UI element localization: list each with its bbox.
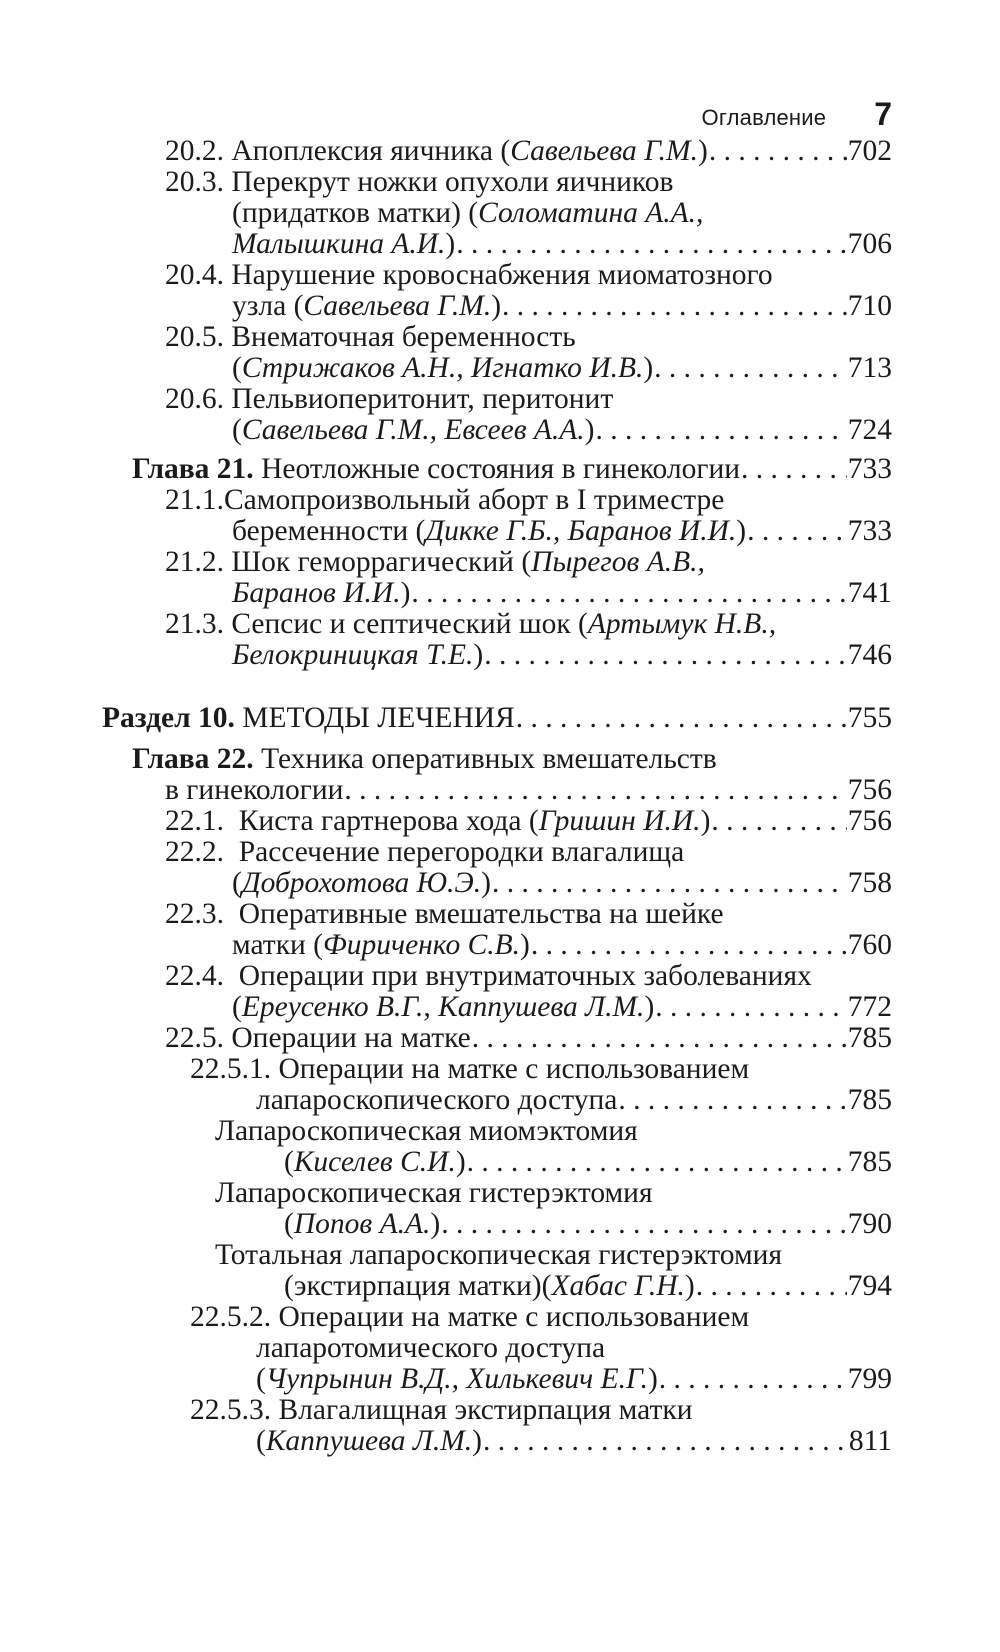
entry-paren: )	[584, 414, 595, 446]
entry-author: Савельева Г.М.	[303, 290, 492, 322]
toc-entry-20-4-end	[232, 289, 892, 323]
entry-title: Оперативные вмешательства на шейке	[238, 898, 724, 930]
entry-page: 760	[847, 929, 892, 961]
entry-title: Внематочная беременность	[231, 321, 576, 353]
entry-paren: (	[284, 1146, 294, 1178]
chapter-title: Техника оперативных вмешательств	[253, 743, 717, 775]
entry-paren: (	[232, 867, 242, 899]
toc-chapter-22-end	[165, 773, 892, 807]
toc-entry-20-6-end	[232, 413, 892, 447]
entry-page: 785	[847, 1146, 892, 1178]
entry-page: 811	[848, 1425, 892, 1457]
entry-paren: )	[481, 867, 491, 899]
entry-title: Нарушение кровоснабжения миоматозного	[231, 259, 773, 291]
entry-author: Малышкина А.И.	[232, 228, 446, 260]
entry-title: Шок геморрагический (	[231, 546, 532, 578]
toc-entry-21-2-end	[232, 576, 892, 610]
entry-author: Артымук Н.В.,	[587, 608, 777, 640]
entry-page: 790	[847, 1208, 892, 1240]
entry-paren: (	[232, 414, 242, 446]
dot-leader	[344, 773, 846, 807]
entry-paren: )	[400, 577, 411, 609]
entry-title: Пельвиоперитонит, перитонит	[231, 383, 614, 415]
entry-author: Белокриницкая Т.Е.	[232, 639, 474, 671]
entry-title: узла (	[232, 290, 304, 322]
dot-leader	[467, 1145, 847, 1179]
entry-page: 794	[847, 1270, 892, 1302]
dot-leader	[709, 134, 847, 168]
entry-title: Киста гартнерова хода (	[238, 805, 539, 837]
entry-number: 22.5.2.	[190, 1301, 279, 1333]
entry-author: Фириченко С.В.	[323, 929, 521, 961]
entry-number: 20.5.	[165, 321, 232, 353]
dot-leader	[531, 928, 847, 962]
toc-entry-20-3[interactable]	[165, 165, 892, 199]
entry-paren: )	[430, 1208, 441, 1240]
toc-entry-21-1-end	[232, 514, 892, 548]
entry-paren: )	[473, 639, 484, 671]
chapter-title: в гинекологии	[165, 774, 344, 806]
entry-author: Каппушева Л.М.	[265, 1425, 473, 1457]
entry-title: Лапароскопическая гистерэктомия	[215, 1177, 653, 1209]
entry-author: Попов А.А.	[293, 1208, 431, 1240]
toc-entry-total-hysterectomy[interactable]	[215, 1238, 892, 1272]
entry-page: 755	[847, 702, 892, 734]
toc-entry-hysterectomy-end	[284, 1207, 892, 1241]
dot-leader	[441, 1207, 847, 1241]
entry-number: 22.4.	[165, 960, 239, 992]
toc-entry-22-1[interactable]	[165, 804, 892, 838]
entry-author: Хабас Г.Н.	[551, 1270, 685, 1302]
dot-leader	[655, 990, 846, 1024]
entry-number: 20.6.	[165, 383, 232, 415]
entry-page: 713	[847, 352, 892, 384]
entry-page: 758	[847, 867, 892, 899]
entry-paren: (	[232, 352, 242, 384]
entry-paren: (	[232, 991, 242, 1023]
entry-paren: )	[644, 991, 655, 1023]
dot-leader	[516, 701, 847, 735]
entry-author: Пырегов А.В.,	[531, 546, 705, 578]
entry-title: Операции на матке	[231, 1022, 471, 1054]
toc-entry-22-4-end	[232, 990, 892, 1024]
toc-entry-22-5-2-end	[256, 1362, 892, 1396]
dot-leader	[484, 638, 847, 672]
entry-author: Савельева Г.М.	[510, 135, 698, 167]
toc-entry-22-5-2-cont	[256, 1331, 892, 1365]
entry-author: Ереусенко В.Г., Каппушева Л.М.	[241, 991, 645, 1023]
toc-entry-20-5[interactable]	[165, 320, 892, 354]
entry-author: Савельева Г.М., Евсеев А.А.	[241, 414, 585, 446]
entry-title: Сепсис и септический шок (	[231, 608, 588, 640]
entry-paren: )	[684, 1270, 695, 1302]
entry-number: 20.4.	[165, 259, 232, 291]
entry-page: 733	[847, 515, 892, 547]
dot-leader	[411, 576, 846, 610]
entry-title: Тотальная лапароскопическая гистерэктомия	[215, 1239, 783, 1271]
entry-author: Киселев С.И.	[293, 1146, 456, 1178]
entry-page: 733	[847, 453, 892, 485]
entry-paren: )	[520, 929, 530, 961]
toc-entry-21-2[interactable]	[165, 545, 892, 579]
chapter-title: Неотложные состояния в гинекологии	[253, 453, 741, 485]
entry-number: 20.3.	[165, 166, 232, 198]
dot-leader	[654, 351, 847, 385]
toc-entry-20-2[interactable]	[165, 134, 892, 168]
dot-leader	[483, 1424, 848, 1458]
entry-page: 706	[847, 228, 892, 260]
dot-leader	[711, 804, 846, 838]
entry-number: 21.1.	[165, 484, 224, 516]
toc-entry-22-5[interactable]	[165, 1021, 892, 1055]
toc-entry-total-hysterectomy-end	[284, 1269, 892, 1303]
running-header	[702, 96, 892, 136]
entry-paren: )	[697, 135, 708, 167]
entry-title: Самопроизвольный аборт в I триместре	[224, 484, 725, 516]
entry-title: Рассечение перегородки влагалища	[238, 836, 685, 868]
entry-number: 20.2.	[165, 135, 232, 167]
toc-entry-myomectomy-end	[284, 1145, 892, 1179]
toc-entry-20-5-end	[232, 351, 892, 385]
dot-leader	[472, 1021, 847, 1055]
entry-page: 710	[847, 290, 892, 322]
entry-page: 785	[847, 1084, 892, 1116]
entry-page: 702	[847, 135, 892, 167]
entry-number: 22.1.	[165, 805, 239, 837]
chapter-label: Глава 22.	[132, 743, 254, 775]
toc-chapter-21[interactable]	[132, 452, 892, 486]
toc-section-10[interactable]	[102, 701, 892, 735]
entry-author: Соломатина А.А.,	[478, 197, 704, 229]
toc-entry-22-2-end	[232, 866, 892, 900]
toc-entry-22-5-1-end	[256, 1083, 892, 1117]
entry-paren: )	[647, 1363, 658, 1395]
dot-leader	[596, 413, 847, 447]
toc-entry-21-1[interactable]	[165, 483, 892, 517]
entry-title: Перекрут ножки опухоли яичников	[231, 166, 674, 198]
entry-paren: (	[256, 1425, 266, 1457]
toc-entry-myomectomy[interactable]	[215, 1114, 892, 1148]
entry-page: 772	[847, 991, 892, 1023]
entry-title: Апоплексия яичника (	[231, 135, 511, 167]
entry-number: 22.5.3.	[190, 1394, 279, 1426]
entry-author: Баранов И.И.	[232, 577, 401, 609]
entry-title: Операции на матке с использованием	[278, 1053, 750, 1085]
entry-title: лапароскопического доступа	[256, 1084, 618, 1116]
toc-entry-22-5-3[interactable]	[190, 1393, 892, 1427]
toc-entry-20-3-cont	[232, 196, 892, 230]
entry-paren: )	[643, 352, 654, 384]
entry-author: Дикке Г.Б., Баранов И.И.	[425, 515, 737, 547]
entry-number: 22.2.	[165, 836, 239, 868]
dot-leader	[456, 227, 847, 261]
entry-paren: )	[736, 515, 747, 547]
toc-entry-22-3-end	[232, 928, 892, 962]
entry-title: Операции при внутриматочных заболеваниях	[238, 960, 812, 992]
dot-leader	[618, 1083, 846, 1117]
entry-author: Чупрынин В.Д., Хилькевич Е.Г.	[265, 1363, 648, 1395]
toc-entry-22-5-2[interactable]	[190, 1300, 892, 1334]
entry-title: Операции на матке с использованием	[278, 1301, 750, 1333]
toc-entry-21-3[interactable]	[165, 607, 892, 641]
toc-entry-hysterectomy[interactable]	[215, 1176, 892, 1210]
entry-title: матки (	[232, 929, 324, 961]
entry-author: Стрижаков А.Н., Игнатко И.В.	[241, 352, 644, 384]
entry-paren: )	[445, 228, 456, 260]
dot-leader	[747, 514, 847, 548]
entry-title: Влагалищная экстирпация матки	[278, 1394, 693, 1426]
section-label: Раздел 10.	[102, 702, 235, 734]
entry-number: 21.3.	[165, 608, 232, 640]
entry-number: 22.5.	[165, 1022, 232, 1054]
chapter-label: Глава 21.	[132, 453, 254, 485]
section-title: МЕТОДЫ ЛЕЧЕНИЯ	[234, 702, 515, 734]
entry-title: (экстирпация матки)(	[284, 1270, 552, 1302]
entry-page: 756	[847, 774, 892, 806]
entry-number: 21.2.	[165, 546, 232, 578]
entry-paren: (	[284, 1208, 294, 1240]
entry-page: 799	[847, 1363, 892, 1395]
entry-number: 22.3.	[165, 898, 239, 930]
dot-leader	[741, 452, 847, 486]
entry-paren: )	[700, 805, 711, 837]
toc-entry-20-4[interactable]	[165, 258, 892, 292]
entry-title: беременности (	[232, 515, 426, 547]
page-number: 7	[874, 96, 892, 132]
entry-paren: )	[455, 1146, 466, 1178]
dot-leader	[696, 1269, 847, 1303]
entry-title: (придатков матки) (	[232, 197, 479, 229]
toc-entry-21-3-end	[232, 638, 892, 672]
header-title: Оглавление	[701, 105, 827, 130]
entry-page: 741	[847, 577, 892, 609]
entry-paren: )	[472, 1425, 482, 1457]
toc-entry-22-2[interactable]	[165, 835, 892, 869]
entry-author: Гришин И.И.	[538, 805, 701, 837]
entry-title: Лапароскопическая миомэктомия	[215, 1115, 638, 1147]
entry-paren: )	[491, 290, 502, 322]
entry-page: 756	[847, 805, 892, 837]
entry-author: Доброхотова Ю.Э.	[241, 867, 482, 899]
toc-entry-22-5-3-end	[256, 1424, 892, 1458]
toc-entry-22-5-1[interactable]	[190, 1052, 892, 1086]
dot-leader	[659, 1362, 847, 1396]
entry-page: 746	[847, 639, 892, 671]
entry-page: 724	[847, 414, 892, 446]
toc-entry-20-3-end	[232, 227, 892, 261]
entry-title: лапаротомического доступа	[256, 1332, 606, 1364]
toc-entry-22-3[interactable]	[165, 897, 892, 931]
toc-chapter-22[interactable]	[132, 742, 892, 776]
dot-leader	[492, 866, 847, 900]
toc-entry-22-4[interactable]	[165, 959, 892, 993]
entry-page: 785	[847, 1022, 892, 1054]
entry-paren: (	[256, 1363, 266, 1395]
entry-number: 22.5.1.	[190, 1053, 279, 1085]
toc-entry-20-6[interactable]	[165, 382, 892, 416]
dot-leader	[502, 289, 847, 323]
